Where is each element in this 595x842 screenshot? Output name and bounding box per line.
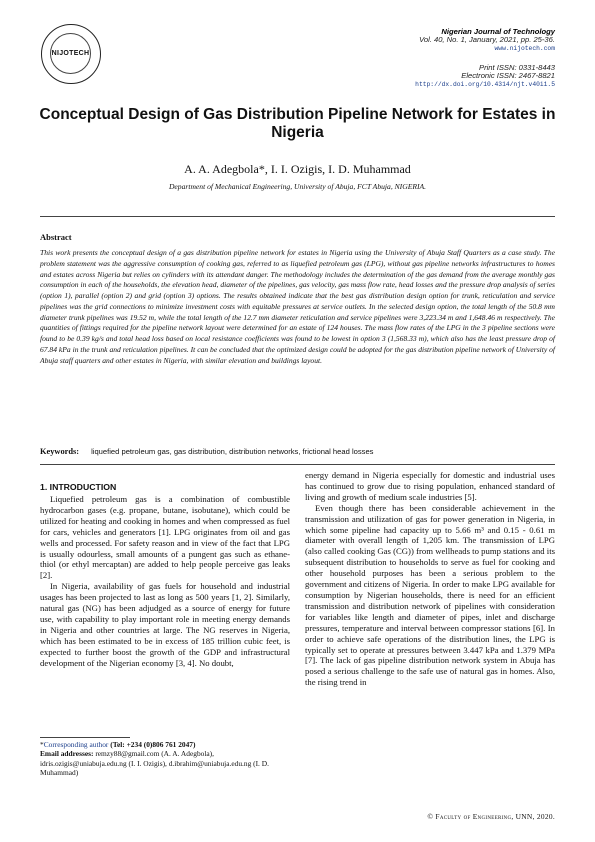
- journal-name: Nigerian Journal of Technology: [441, 27, 555, 36]
- abstract-text: This work presents the conceptual design of a gas distribution pipeline network for estates in Nigeria using the University of Abuja Staff Quarters as a case study. The problem statement was the aggressive consumption of cooking gas, referred to as liquefied petroleum gas (LPG), without gas pipeline networks infrastructures to homes and estates across Nigeria but relies on cylinders with its attendant danger. The methodology includes the determination of the gas demand from the average monthly gas consumption in each of the households, the elevation head, diameter of the pipelines, gas velocity, gas mass flow rate, head losses and the pressure drop analysis of series (option 1), parallel (option 2) and grid (option 3) options. The results obtained indicate that the best gas distribution design option for trunk, reticulation and service pipelines was the grid connections to minimize investment costs with equitable pressures at service outlets. In the selected design option, the total length of the 50.8 mm diameter trunk pipelines was 19.52 m, while the total length of the 12.7 mm diameter reticulation and service pipelines were 3,223.34 m and 1,648.46 m respectively. The quantities of fittings required for the pipeline network layout were determined for an estate of 124 houses. The mass flow rates of the LPG in the 3 pipeline sections were found to be 0.39 kg/s and total head loss based on local resistance coefficients was found to be lowest in option 3 (1,568.33 m), which also has the least pressure drop of 67.84 kPa in the trunk and reticulation pipelines. It can be concluded that the optimized design could be adopted for the gas distribution pipeline network of University of Abuja staff quarters and other estates in Nigeria, with similar elevation and buildings layout.: [40, 248, 555, 365]
- page-footer: © Faculty of Engineering, UNN, 2020.: [427, 812, 555, 821]
- author-tel: (Tel: +234 (0)806 761 2047): [110, 740, 196, 749]
- intro-paragraph-2: In Nigeria, availability of gas fuels for household and industrial usages has been projected to last as long as 500 years [1, 2]. Similarly, natural gas (NG) has been adjudged as a source of energy for future use, with capability to play important role in meeting energy demands in Nigeria and other countries at large. The NG reserves in Nigeria, which has been estimated to be in excess of 185 trillion cubic feet, is expected to further boost the growth of the GDP and infrastructural development of the Nigerian economy [3, 4]. No doubt,: [40, 581, 290, 668]
- print-issn: Print ISSN: 0331-8443: [479, 63, 555, 72]
- corresponding-author-link[interactable]: Corresponding author: [43, 740, 109, 749]
- abstract-rule: [40, 464, 555, 465]
- intro-paragraph-3: energy demand in Nigeria especially for domestic and industrial uses has continued to grow due to rising population, enhanced standard of living and growth of medium scale industries [5].: [305, 470, 555, 502]
- column-left: [40, 482, 290, 669]
- keywords-value: liquefied petroleum gas, gas distribution, distribution networks, frictional head losses: [91, 447, 374, 456]
- email-addresses: remzy88@gmail.com (A. A. Adegbola), idris.ozigis@uniabuja.edu.ng (I. I. Ozigis), d.ibrahim@uniabuja.edu.ng (I. D. Muhammad): [40, 749, 269, 777]
- logo-text: NIJOTECH: [51, 50, 90, 57]
- paper-authors: A. A. Adegbola*, I. I. Ozigis, I. D. Muhammad: [184, 162, 411, 176]
- keywords: [40, 447, 373, 456]
- paper-affiliation: Department of Mechanical Engineering, University of Abuja, FCT Abuja, NIGERIA.: [168, 182, 427, 191]
- journal-logo: [41, 24, 101, 84]
- issn-block: [415, 64, 555, 89]
- abstract-heading: Abstract: [40, 232, 72, 242]
- footnote: *Corresponding author (Tel: +234 (0)806 761 2047) Email addresses: remzy88@gmail.com (A. A. Adegbola), idris.ozigis@uniabuja.edu.ng (I. I. Ozigis), d.ibrahim@uniabuja.edu.ng (I. D. Muhammad): [40, 740, 269, 777]
- intro-paragraph-4: Even though there has been considerable achievement in the transmission and utilization of gas for power generation in Nigeria, in which some pipeline had capacity up to 5.66 m³ and 0.15 - 0.61 m diameter with overall length of 1,205 km. The transmission of LPG (also called cooking Gas (CG)) from wellheads to pump stations and its subsequent distribution to households to serve as fuel for cooking and other household purposes has been a serious problem to the government and citizens of Nigeria. In order to make LPG available for consumption by Nigerian households, there is need for an efficient transmission and distribution network of pipelines with consideration for variables like length and diameter of pipes, inlet and discharge pressures, temperature and interval between compressor stations [6]. In order to achieve safe operations of the distribution lines, the LPG is typically set to operate at pressures between 3.447 kPa and 1.379 MPa [7]. The lack of gas pipeline distribution network system in Abuja has posed a serious challenge to the safe use of natural gas in homes. Also, the rising trend in: [305, 502, 555, 688]
- email-label: Email addresses:: [40, 749, 94, 759]
- keywords-label: Keywords:: [40, 447, 80, 456]
- intro-paragraph-1: Liquefied petroleum gas is a combination of combustible hydrocarbon gases (e.g. propane, butane, isobutane), which could be utilized for heating and cooking in homes and when compressed as fuel for cars, vehicles and generators [1]. LPG originates from oil and gas wells and processed. For safety reason and in view of the fact that LPG is usually odourless, small amounts of a pungent gas such as ethane-thiol (or ethyl mercaptan) are added to help people perceive gas leaks [2].: [40, 494, 290, 581]
- top-rule: [40, 216, 555, 217]
- paper-title: Conceptual Design of Gas Distribution Pipeline Network for Estates in Nigeria: [39, 106, 556, 141]
- footnote-rule: [40, 737, 130, 738]
- journal-volume: Vol. 40, No. 1, January, 2021, pp. 25-36.: [419, 35, 555, 45]
- journal-logo-inner: [50, 33, 91, 74]
- electronic-issn: Electronic ISSN: 2467-8821: [461, 71, 555, 81]
- intro-heading: 1. INTRODUCTION: [40, 482, 117, 492]
- journal-website[interactable]: www.nijotech.com: [494, 44, 555, 52]
- doi-link[interactable]: http://dx.doi.org/10.4314/njt.v40i1.5: [415, 80, 555, 88]
- journal-header: [419, 28, 555, 53]
- column-right: [305, 470, 555, 688]
